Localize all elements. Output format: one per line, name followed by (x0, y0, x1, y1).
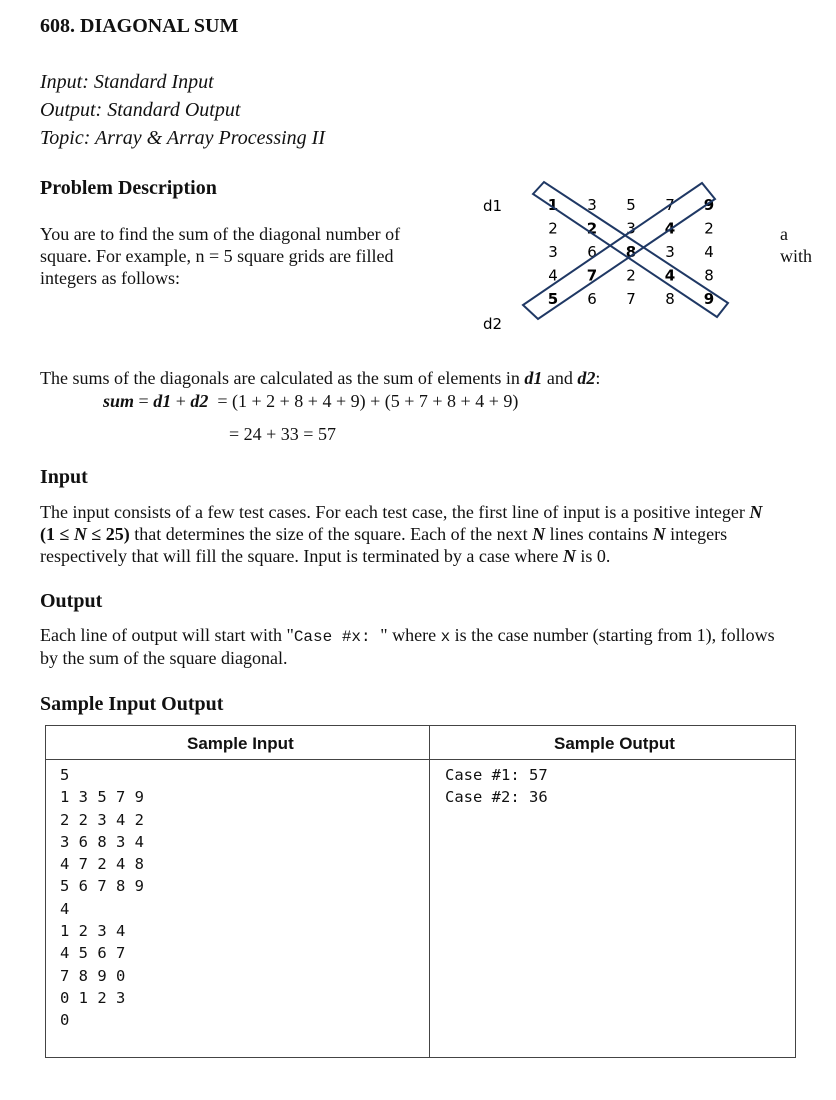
sample-input-line: 4 7 2 4 8 (60, 855, 144, 874)
diagonal-cell: 8 (625, 243, 637, 261)
grid-cell: 4 (548, 266, 558, 285)
grid-cell: 8 (665, 290, 675, 308)
sample-output-code (445, 764, 548, 809)
sample-input-line: 0 1 2 3 (60, 988, 126, 1007)
sample-input-line: 1 3 5 7 9 (60, 788, 144, 807)
diagonal-cell: 4 (664, 266, 676, 285)
sample-output-header: Sample Output (554, 734, 675, 753)
sample-input-line: 1 2 3 4 (60, 922, 126, 941)
sample-input-line: 5 (60, 766, 70, 784)
sample-output-line: Case #1: 57 (445, 766, 548, 784)
input-heading: Input (40, 466, 88, 488)
diagonal-cell: 7 (586, 266, 598, 285)
output-line-1: Each line of output will start with "Case #x: " where x is the case number (starting from 1), follows (40, 625, 775, 646)
d2-label: d2 (483, 315, 503, 333)
grid-cell: 5 (626, 196, 636, 214)
diagonal-cell: 9 (703, 290, 715, 308)
sample-input-line: 3 6 8 3 4 (60, 832, 144, 851)
sample-table (45, 725, 796, 1058)
diagonal-cell: 4 (664, 219, 676, 238)
sample-input-line: 2 2 3 4 2 (60, 810, 144, 829)
problem-description-heading: Problem Description (40, 177, 217, 199)
diagonal-cell: 9 (703, 196, 715, 214)
side-word-a: a (780, 224, 788, 244)
sample-input-code (60, 764, 144, 1032)
grid-cell: 3 (665, 243, 675, 261)
sums-line: The sums of the diagonals are calculated as the sum of elements in d1 and d2: (40, 368, 601, 388)
input-line-1: The input consists of a few test cases. For each test case, the first line of input is a positive integer N (40, 502, 763, 522)
sample-input-header: Sample Input (187, 734, 294, 753)
problem-line-3: integers as follows: (40, 268, 180, 288)
sample-input-line: 0 (60, 1011, 70, 1030)
grid-cell: 3 (587, 196, 597, 214)
grid-cell: 3 (548, 243, 558, 261)
sample-input-line: 4 5 6 7 (60, 944, 126, 963)
grid-cell: 2 (626, 266, 636, 285)
grid-cell: 6 (587, 290, 597, 308)
topic-meta: Topic: Array & Array Processing II (40, 127, 325, 149)
grid-cell: 2 (704, 219, 714, 238)
grid-cell: 6 (587, 243, 597, 261)
diagonal-cell: 1 (547, 196, 559, 214)
sample-input-line: 4 (60, 899, 70, 918)
sum-result: = 24 + 33 = 57 (229, 424, 336, 444)
problem-title: 608. DIAGONAL SUM (40, 15, 239, 37)
input-line-3: respectively that will fill the square. Input is terminated by a case where N is 0. (40, 546, 611, 566)
sample-output-line: Case #2: 36 (445, 788, 548, 807)
side-word-with: with (780, 246, 813, 266)
output-meta: Output: Standard Output (40, 99, 241, 121)
grid-cell: 2 (548, 219, 558, 238)
sample-input-line: 7 8 9 0 (60, 966, 126, 985)
d1-label: d1 (483, 197, 503, 215)
grid-cell: 3 (626, 219, 636, 238)
sample-heading: Sample Input Output (40, 693, 224, 715)
output-line-2: by the sum of the square diagonal. (40, 648, 288, 668)
diagonal-diagram (470, 172, 750, 342)
input-meta: Input: Standard Input (40, 71, 214, 93)
grid-cell: 7 (626, 290, 636, 308)
sum-formula: sum = d1 + d2 = (1 + 2 + 8 + 4 + 9) + (5 + 7 + 8 + 4 + 9) (103, 391, 519, 411)
input-line-2: (1 ≤ N ≤ 25) that determines the size of the square. Each of the next N lines contains N integers (40, 524, 728, 544)
grid-cell: 7 (665, 196, 675, 214)
problem-line-2: square. For example, n = 5 square grids are filled (40, 246, 394, 266)
problem-line-1: You are to find the sum of the diagonal number of (40, 224, 401, 244)
output-heading: Output (40, 590, 103, 612)
grid-cell: 4 (704, 243, 714, 261)
diagonal-cell: 5 (547, 290, 559, 308)
sample-input-line: 5 6 7 8 9 (60, 877, 144, 896)
grid-cell: 8 (704, 266, 714, 285)
diagonal-cell: 2 (586, 219, 598, 238)
